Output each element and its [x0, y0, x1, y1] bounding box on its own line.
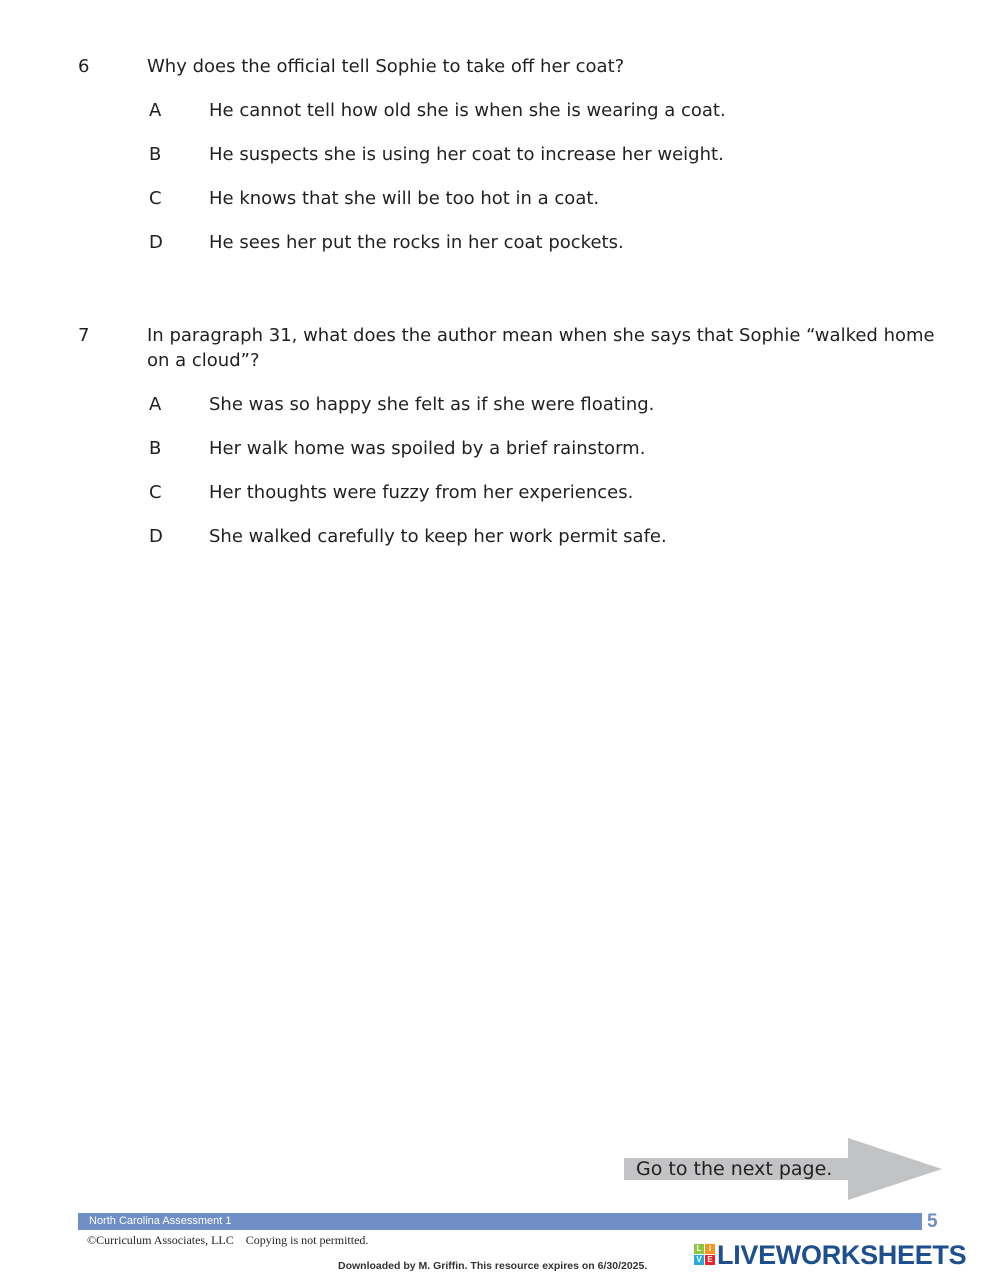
option-letter: B	[149, 144, 162, 165]
liveworksheets-logo[interactable]	[694, 1240, 990, 1272]
answer-option-d[interactable]	[0, 524, 1000, 549]
logo-text: LIVEWORKSHEETS	[717, 1240, 967, 1270]
option-text: She walked carefully to keep her work permit safe.	[209, 526, 667, 547]
option-letter: D	[149, 526, 163, 547]
question-number: 7	[78, 325, 90, 346]
next-page-label: Go to the next page.	[636, 1158, 833, 1180]
answer-option-c[interactable]	[0, 186, 1000, 211]
logo-block-l: L	[694, 1244, 704, 1254]
option-letter: B	[149, 438, 162, 459]
question-prompt: Why does the official tell Sophie to take off her coat?	[147, 56, 625, 77]
option-text: He cannot tell how old she is when she is wearing a coat.	[209, 100, 726, 121]
answer-option-c[interactable]	[0, 480, 1000, 505]
option-letter: A	[149, 394, 162, 415]
logo-blocks-icon	[694, 1244, 716, 1266]
option-text: He sees her put the rocks in her coat pockets.	[209, 232, 624, 253]
download-note: Downloaded by M. Griffin. This resource expires on 6/30/2025.	[338, 1260, 648, 1272]
logo-block-e: E	[705, 1255, 715, 1265]
option-text: Her thoughts were fuzzy from her experiences.	[209, 482, 634, 503]
copyright-notice: ©Curriculum Associates, LLC Copying is not permitted.	[87, 1233, 369, 1247]
answer-option-b[interactable]	[0, 142, 1000, 167]
answer-option-b[interactable]	[0, 436, 1000, 461]
option-letter: D	[149, 232, 163, 253]
option-text: She was so happy she felt as if she were floating.	[209, 394, 655, 415]
next-page-indicator	[624, 1138, 942, 1200]
option-letter: C	[149, 482, 162, 503]
option-text: Her walk home was spoiled by a brief rainstorm.	[209, 438, 646, 459]
answer-option-a[interactable]	[0, 98, 1000, 123]
option-letter: A	[149, 100, 162, 121]
option-letter: C	[149, 188, 162, 209]
page-number: 5	[927, 1211, 938, 1232]
option-text: He suspects she is using her coat to increase her weight.	[209, 144, 724, 165]
footer-bar	[78, 1213, 922, 1230]
logo-block-v: V	[694, 1255, 704, 1265]
question-prompt: In paragraph 31, what does the author mean when she says that Sophie “walked home on a cloud”?	[147, 325, 935, 371]
answer-option-d[interactable]	[0, 230, 1000, 255]
option-text: He knows that she will be too hot in a coat.	[209, 188, 600, 209]
assessment-title: North Carolina Assessment 1	[89, 1215, 232, 1227]
question-number: 6	[78, 56, 90, 77]
answer-option-a[interactable]	[0, 392, 1000, 417]
logo-block-i: I	[705, 1244, 715, 1254]
